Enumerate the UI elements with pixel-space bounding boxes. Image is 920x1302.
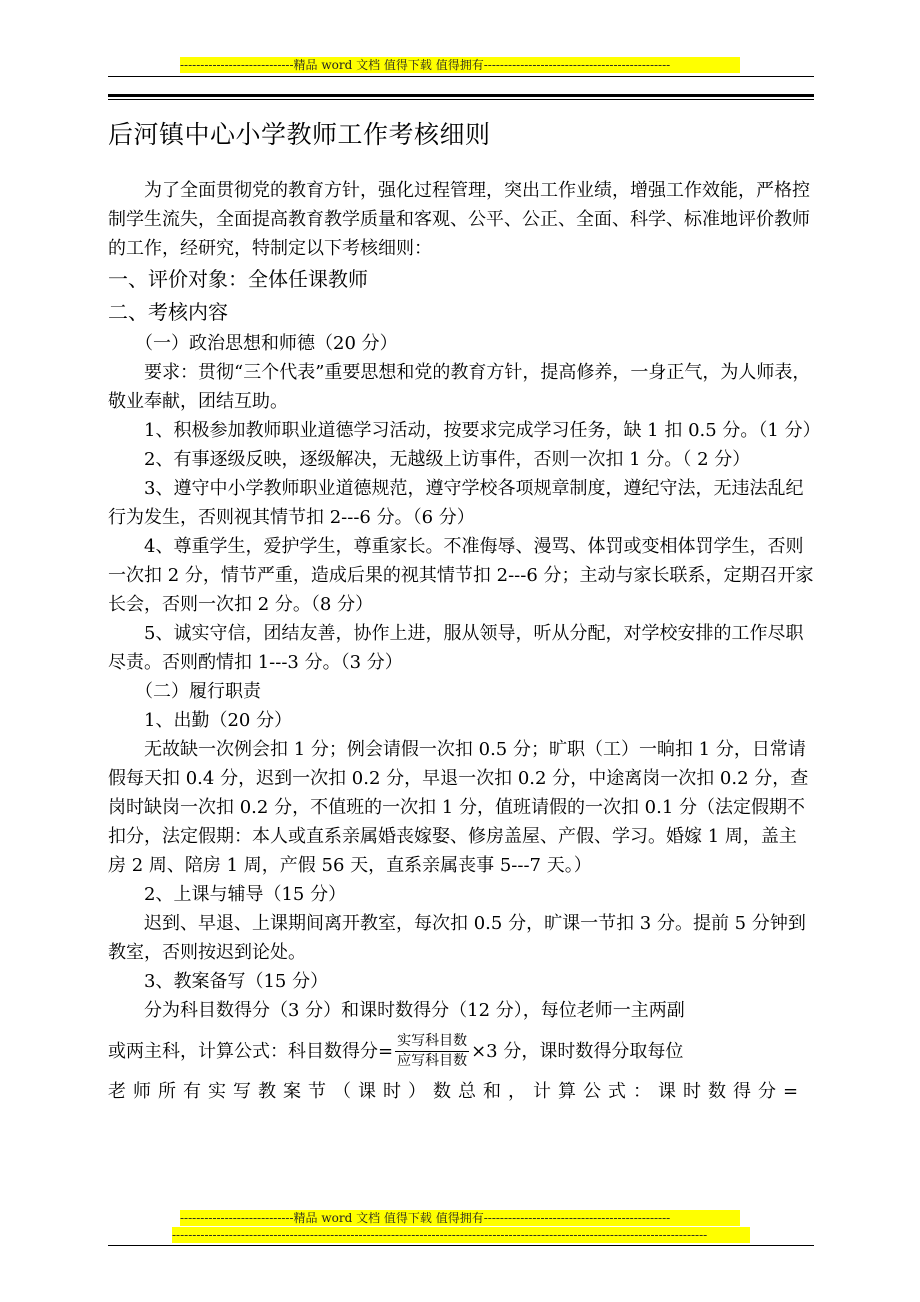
page-title: 后河镇中心小学教师工作考核细则 xyxy=(108,120,491,149)
document-body xyxy=(108,176,821,1106)
attendance-heading: 1、出勤（20 分） xyxy=(144,710,293,731)
header-banner: ----------------------------精品 word 文档 值得下载 值得拥有---------------------------------------------- xyxy=(180,57,740,73)
lesson-text-3: 老师所有实写教案节（课时）数总和，计算公式：课时数得分= xyxy=(108,1081,806,1102)
footer-rule xyxy=(108,1245,814,1246)
footer-banner: ----------------------------精品 word 文档 值得下载 值得拥有---------------------------------------------- xyxy=(180,1210,740,1226)
part1-item: 3、遵守中小学教师职业道德规范，遵守学校各项规章制度，遵纪守法，无违法乱纪行为发生，否则视其情节扣 2---6 分。（6 分） xyxy=(108,478,804,528)
part1-item: 2、有事逐级反映，逐级解决，无越级上访事件，否则一次扣 1 分。（ 2 分） xyxy=(144,449,751,470)
part1-item: 4、尊重学生，爱护学生，尊重家长。不准侮辱、漫骂、体罚或变相体罚学生，否则一次扣 2 分，情节严重，造成后果的视其情节扣 2---6 分；主动与家长联系，定期召开家长会，否则一次扣 2 分。（8 分） xyxy=(108,536,814,615)
part1-heading: （一）政治思想和师德（20 分） xyxy=(135,333,398,354)
section-heading-1: 一、评价对象：全体任课教师 xyxy=(108,267,368,291)
part2-heading: （二）履行职责 xyxy=(135,681,261,702)
footer-dash-line: ------------------------------------------------------------------------------------------------------------------------------------ xyxy=(172,1227,750,1243)
part1-item: 5、诚实守信，团结友善，协作上进，服从领导，听从分配，对学校安排的工作尽职尽责。否则酌情扣 1---3 分。（3 分） xyxy=(108,623,804,673)
class-text: 迟到、早退、上课期间离开教室，每次扣 0.5 分，旷课一节扣 3 分。提前 5 分钟到教室，否则按迟到论处。 xyxy=(108,913,806,963)
header-rule-thick xyxy=(108,94,814,97)
attendance-text: 无故缺一次例会扣 1 分；例会请假一次扣 0.5 分；旷职（工）一晌扣 1 分，日常请假每天扣 0.4 分，迟到一次扣 0.2 分，早退一次扣 0.2 分，中途离岗一次扣 0.2 分，查岗时缺岗一次扣 0.2 分，不值班的一次扣 1 分，值班请假的一次扣 0.1 分（法定假期不扣分，法定假期：本人或直系亲属婚丧嫁娶、修房盖屋、产假、学习。婚嫁 1 周，盖主房 2 周、陪房 1 周，产假 56 天，直系亲属丧事 5---7 天。） xyxy=(108,739,809,876)
lesson-text-1: 分为科目数得分（3 分）和课时数得分（12 分），每位老师一主两副 xyxy=(144,1000,685,1021)
header-rule-top xyxy=(108,76,814,77)
part1-item: 1、积极参加教师职业道德学习活动，按要求完成学习任务，缺 1 扣 0.5 分。（1 分） xyxy=(144,420,821,441)
class-heading: 2、上课与辅导（15 分） xyxy=(144,884,347,905)
part1-requirement: 要求：贯彻“三个代表”重要思想和党的教育方针，提高修养，一身正气，为人师表，敬业奉献，团结互助。 xyxy=(108,362,811,412)
section-heading-2: 二、考核内容 xyxy=(108,300,228,324)
fraction-numerator: 实写科目数 xyxy=(395,1032,469,1052)
lesson-heading: 3、教案备写（15 分） xyxy=(144,971,329,992)
fraction-denominator: 应写科目数 xyxy=(397,1052,468,1069)
lesson-text-2b: ×3 分，课时数得分取每位 xyxy=(471,1040,684,1062)
subject-fraction xyxy=(395,1032,469,1071)
intro-paragraph: 为了全面贯彻党的教育方针，强化过程管理，突出工作业绩，增强工作效能，严格控制学生流失，全面提高教育教学质量和客观、公平、公正、全面、科学、标准地评价教师的工作，经研究，特制定以下考核细则： xyxy=(108,180,810,259)
lesson-text-2a: 或两主科，计算公式：科目数得分= xyxy=(108,1040,394,1062)
header-rule-thin xyxy=(108,99,814,100)
formula-line xyxy=(108,1025,814,1077)
